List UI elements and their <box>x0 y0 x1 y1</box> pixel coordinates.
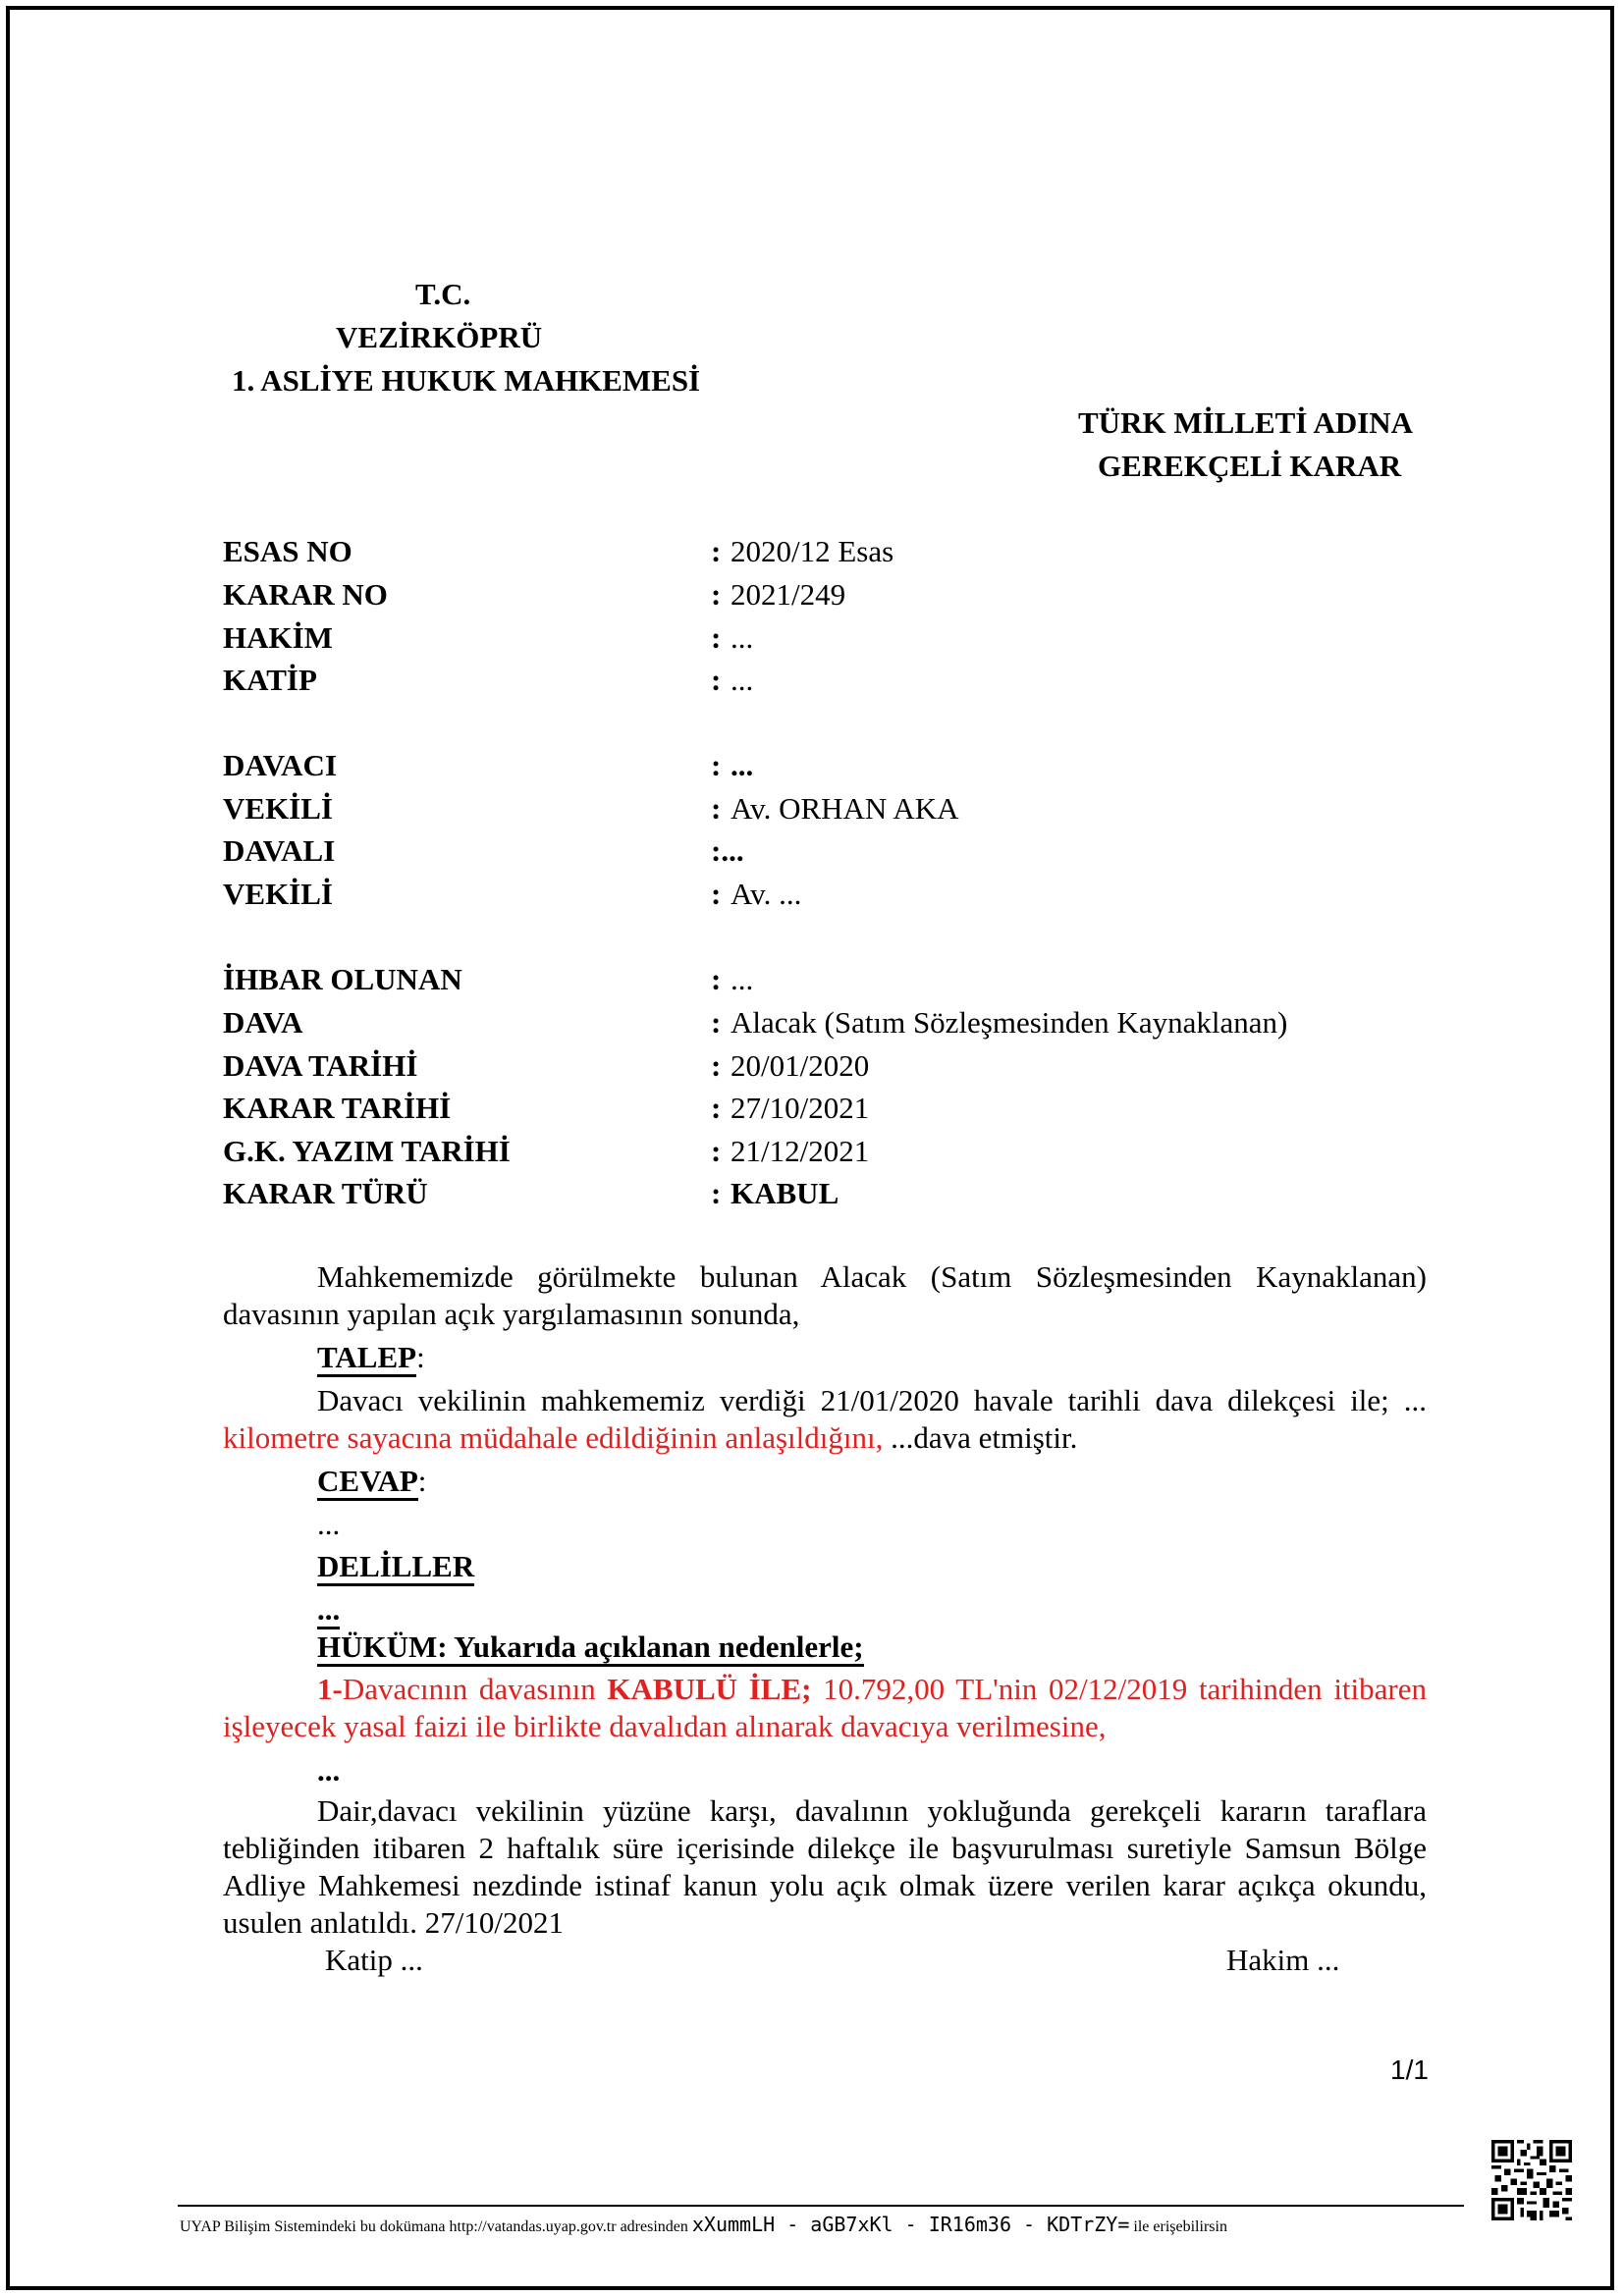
row-label: KATİP <box>223 663 317 697</box>
row-colon: : <box>711 534 722 568</box>
row-label: DAVA <box>223 1005 303 1040</box>
row-label: VEKİLİ <box>223 791 333 826</box>
footer-suffix: ile erişebilirsin <box>1133 2218 1227 2235</box>
row-karar-tarihi <box>223 1089 1431 1132</box>
row-colon: : <box>711 1176 722 1210</box>
header-city: VEZİRKÖPRÜ <box>336 320 543 354</box>
row-katip <box>223 661 1431 704</box>
hakim-signature: Hakim ... <box>1226 1943 1340 1977</box>
hukum-text-2: 10.792,00 TL'nin 02/12/2019 tarihinden itibaren işleyecek yasal faizi ile birlikte davalıdan alınarak davacıya verilmesine, <box>223 1672 1427 1743</box>
row-label: KARAR TÜRÜ <box>223 1176 428 1210</box>
talep-heading-line <box>317 1339 425 1376</box>
row-label: DAVACI <box>223 748 338 782</box>
talep-heading-colon: : <box>416 1340 425 1374</box>
hukum-dots: ... <box>317 1753 341 1788</box>
row-colon: : <box>711 1134 722 1168</box>
row-value: Av. ORHAN AKA <box>731 791 959 826</box>
row-karar-no <box>223 575 1431 618</box>
hukum-bold: KABULÜ İLE; <box>607 1672 812 1706</box>
row-label: ESAS NO <box>223 534 352 568</box>
row-value: 21/12/2021 <box>731 1134 870 1168</box>
hukum-heading-line <box>317 1629 864 1666</box>
cevap-text: ... <box>317 1507 341 1541</box>
row-davaci-vekili <box>223 789 1431 832</box>
row-davali-vekili <box>223 875 1431 918</box>
footer-verification-code: xXummLH - aGB7xKl - IR16m36 - KDTrZY= <box>691 2213 1130 2236</box>
header-tc: T.C. <box>415 277 471 311</box>
qr-code-icon <box>1491 2140 1572 2220</box>
row-value: ... <box>731 962 754 996</box>
talep-heading: TALEP <box>317 1340 416 1377</box>
row-label: İHBAR OLUNAN <box>223 962 462 996</box>
cevap-heading: CEVAP <box>317 1464 418 1501</box>
row-gk-yazim-tarihi <box>223 1132 1431 1175</box>
row-value: ... <box>731 663 754 697</box>
row-colon: : <box>711 1005 722 1040</box>
talep-paragraph <box>223 1382 1427 1457</box>
row-karar-turu <box>223 1174 1431 1217</box>
talep-text: Davacı vekilinin mahkememiz verdiği 21/01/2020 havale tarihli dava dilekçesi ile; ... <box>317 1383 1427 1417</box>
deliller-heading-line <box>317 1548 474 1585</box>
row-colon: : <box>711 1091 722 1125</box>
row-colon: : <box>711 620 722 655</box>
row-label: KARAR TARİHİ <box>223 1091 452 1125</box>
title-gerekceli-karar: GEREKÇELİ KARAR <box>1098 449 1402 483</box>
footer-verification <box>180 2213 1227 2239</box>
row-value: 2021/249 <box>731 577 846 612</box>
hukum-paragraph <box>223 1671 1427 1745</box>
row-davaci <box>223 746 1431 789</box>
row-colon: : <box>711 791 722 826</box>
row-colon: : <box>711 663 722 697</box>
cevap-heading-line <box>317 1463 426 1500</box>
hukum-number: 1- <box>317 1672 343 1706</box>
row-dava-tarihi <box>223 1046 1431 1090</box>
row-value: 20/01/2020 <box>731 1048 870 1083</box>
katip-signature: Katip ... <box>325 1943 423 1977</box>
intro-paragraph: Mahkememizde görülmekte bulunan Alacak (Satım Sözleşmesinden Kaynaklanan) davasının yapılan açık yargılamasının sonunda, <box>223 1259 1427 1331</box>
row-value: ... <box>731 620 754 655</box>
row-value: 27/10/2021 <box>731 1091 870 1125</box>
cevap-heading-colon: : <box>417 1464 427 1498</box>
hukum-text-1: Davacının davasının <box>342 1672 608 1706</box>
footer-divider <box>178 2205 1464 2207</box>
hukum-heading: HÜKÜM: Yukarıda açıklanan nedenlerle; <box>317 1629 864 1667</box>
row-esas-no <box>223 532 1431 575</box>
row-dava <box>223 1003 1431 1046</box>
row-label: G.K. YAZIM TARİHİ <box>223 1134 511 1168</box>
row-colon: : <box>711 1048 722 1083</box>
row-colon: : <box>711 962 722 996</box>
row-value: Av. ... <box>731 877 802 911</box>
deliller-text: ... <box>317 1592 340 1629</box>
row-value: Alacak (Satım Sözleşmesinden Kaynaklanan) <box>731 1005 1288 1040</box>
row-label: VEKİLİ <box>223 877 333 911</box>
title-turk-milleti: TÜRK MİLLETİ ADINA <box>1078 405 1414 440</box>
row-value: KABUL <box>731 1176 839 1210</box>
row-colon: : <box>711 577 722 612</box>
page-number: 1/1 <box>1390 2055 1429 2085</box>
deliller-heading: DELİLLER <box>317 1549 474 1586</box>
row-label: KARAR NO <box>223 577 388 612</box>
row-label: HAKİM <box>223 620 333 655</box>
footer-prefix: UYAP Bilişim Sistemindeki bu dokümana http://vatandas.uyap.gov.tr adresinden <box>180 2218 688 2235</box>
header-court: 1. ASLİYE HUKUK MAHKEMESİ <box>232 363 701 398</box>
row-value: 2020/12 Esas <box>731 534 894 568</box>
row-colon: : <box>711 877 722 911</box>
row-colon: : <box>711 748 722 782</box>
row-ihbar-olunan <box>223 960 1431 1003</box>
row-label: DAVALI <box>223 833 336 868</box>
talep-text-red: kilometre sayacına müdahale edildiğinin anlaşıldığını, <box>223 1420 884 1455</box>
row-value: ... <box>731 748 754 782</box>
row-davali <box>223 831 1431 875</box>
row-colon: :... <box>711 833 744 868</box>
row-label: DAVA TARİHİ <box>223 1048 418 1083</box>
talep-text-end: ...dava etmiştir. <box>883 1420 1078 1455</box>
deliller-text-line <box>317 1591 340 1629</box>
closing-paragraph: Dair,davacı vekilinin yüzüne karşı, davalının yokluğunda gerekçeli kararın taraflara tebliğinden itibaren 2 haftalık süre içerisinde dilekçe ile başvurulması suretiyle Samsun Bölge Adliye Mahkemesi nezdinde istinaf kanun yolu açık olmak üzere verilen karar açıkça okundu, usulen anlatıldı. 27/10/2021 <box>223 1793 1427 1940</box>
row-hakim <box>223 618 1431 662</box>
